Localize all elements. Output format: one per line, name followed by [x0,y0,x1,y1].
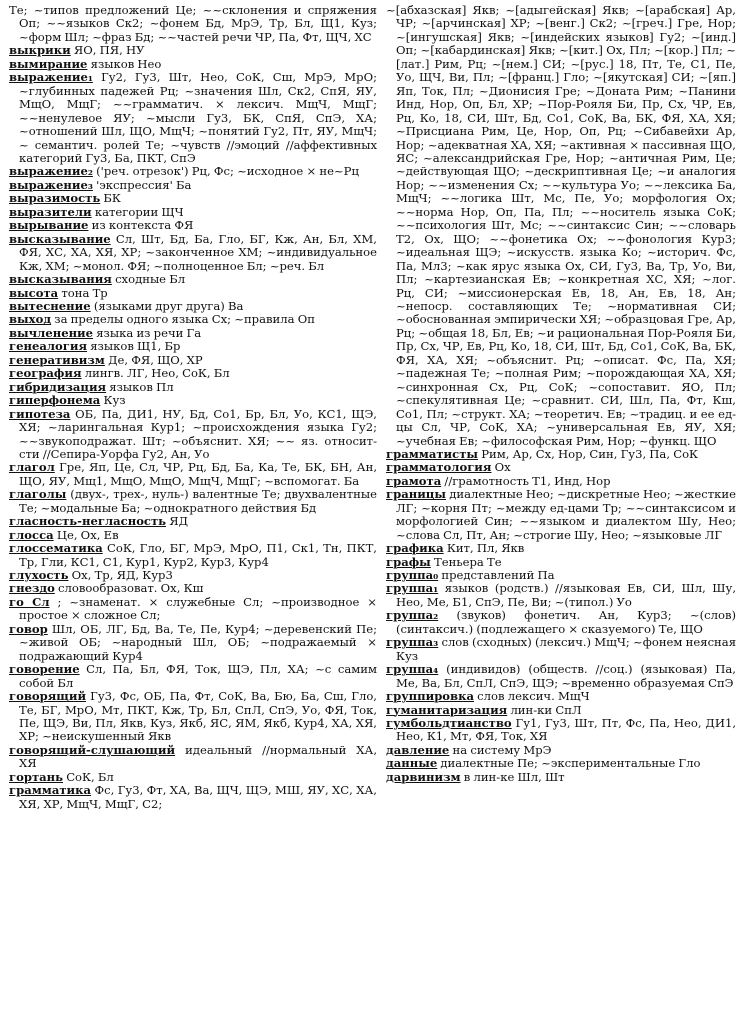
index-entry [9,596,377,623]
entry-references: языков Пл [109,379,174,394]
index-entry [9,784,377,811]
headword: вырывание [9,218,89,233]
left-column [9,4,377,1014]
entry-references: тона Тр [61,285,108,300]
index-entry [9,394,377,407]
entry-references: БК [103,191,121,206]
index-entry [9,623,377,663]
entry-references: Гу1, Гу3, Шт, Пт, Фс, Па, Нео, ДИ1, Нео, К1, Мт, ФЯ, Ток, ХЯ [396,716,736,744]
headword: группировка [386,689,474,704]
entry-references: Ох, Тр, ЯД, Кур3 [71,568,173,583]
headword: говорящий-слушающий [9,742,176,757]
index-entry [386,771,736,784]
headword: глагол [9,460,55,475]
entry-references: языка из речи Га [96,325,202,340]
entry-references: языков Нео [90,56,162,71]
entry-references: лин-ки СпЛ [510,702,582,717]
index-entry [386,542,736,555]
headword: выражение₁ [9,70,93,85]
headword: география [9,366,82,381]
index-entry [9,4,377,44]
entry-references: 'экспрессия' Ба [96,177,192,192]
entry-references: (индивидов) (обществ. //соц.) (языковая) Па, Ме, Ва, Бл, СпЛ, СпЭ, ЩЭ; ~временно образуемая СпЭ [396,662,736,690]
headword: генеративизм [9,352,105,367]
headword: границы [386,487,446,502]
entry-references: Рим, Ар, Сх, Нор, Син, Гу3, Па, СоК [481,446,699,461]
headword: данные [386,756,438,771]
entry-references: ('реч. отрезок') Рц, Фс; ~исходное × не~Рц [96,164,359,179]
headword: глаголы [9,487,67,502]
index-entry [9,529,377,542]
headword: говор [9,621,48,636]
headword: грамматисты [386,446,479,461]
entry-references: на систему МрЭ [452,742,552,757]
headword: грамота [386,473,442,488]
headword: говорящий [9,689,87,704]
index-entry [9,287,377,300]
headword: выразимость [9,191,101,206]
index-entry [9,313,377,326]
headword: высказывание [9,231,111,246]
index-entry [9,273,377,286]
entry-references: ~[абхазская] Якв; ~[адыгейская] Якв; ~[арабская] Ар, ЧР; ~[арчинская] ХР; ~[венг.] Ск2; ~[греч.] Гре, Нор; ~[ингушская] Якв; ~[индейских языков] Гу2; ~[инд.] Оп; ~[кабардинская] Якв; ~[кит.] Ох, Пл; ~[кор.] Пл; ~[лат.] Рим, Рц; ~[нем.] СИ; ~[рус.] 18, Пт, Те, С1, Пе, Уо, ЩЧ, Ви, Пл; ~[франц.] Гло; ~[якутская] СИ; ~[яп.] Яп, Ток, Пл; ~Дионисия Гре; ~Доната Рим; ~Панини Инд, Нор, Оп, Бл, ХР; ~Пор-Рояля Би, Пр, Сх, ЧР, Ев, Рц, Ко, 18, СИ, Шт, Бд, Со1, СоК, Ва, БК, ФЯ, ХА, ХЯ; ~Присциана Рим, Це, Нор, Оп, Рц; ~Сибавейхи Ар, Нор; ~адекватная ХА, ХЯ; ~активная × пассивная ЩО, ЯС; ~александрийская Гре, Нор; ~античная Рим, Це; ~действующая ЩО; ~дескриптивная Це; ~и аналогия Нор; ~~изменения Сх; ~~культура Уо; ~~лексика Ба, МщЧ; ~~логика Шт, Мс, Пе, Уо; морфология Ох; ~~норма Нор, Оп, Па, Пл; ~~носитель языка СоК; ~~психология Шт, Мс; ~~синтаксис Син; ~~словарь Т2, Ох, ЩО; ~~фонетика Ох; ~~фонология Кур3; ~идеальная ЩЭ; ~искусств. языка Ко; ~историч. Фс, Па, Мл3; ~как ярус языка Ох, СИ, Гу3, Ва, Тр, Уо, Ви, Пл; ~картезианская Ев; ~конкретная ХС, ХЯ; ~лог. Рц, СИ; ~миссионерская Ев, 18, Ан, Ев, 18, Ан; ~непоср. составляющих Те; ~нормативная СИ; ~обоснованная эмпирически ХЯ; ~образцовая Гре, Ар, Рц; ~общая 18, Бл, Ев; ~и рациональная Пор-Рояля Би, Пр, Сх, ЧР, Ев, Рц, Ко, 18, СИ, Шт, Бд, Со1, СоК, Ва, БК, ФЯ, ХА, ХЯ; ~объяснит. Рц; ~описат. Фс, Па, ХЯ; ~падежная Те; ~полная Рим; ~порождающая ХА, ХЯ; ~синхронная Сх, Рц, СоК; ~сопоставит. ЯО, Пл; ~спекулятивная Це; ~сравнит. СИ, Шл, Па, Фт, Кш, Со1, Пл; ~структ. ХА; ~теоретич. Ев; ~традиц. и ее ед-цы Сл, ЧР, СоК, ХА; ~универсальная Ев, ЯУ, ХЯ; ~учебная Ев; ~философская Рим, Нор; ~функц. ЩО [386,4,736,448]
headword: выражение₃ [9,177,93,192]
entry-references: Шл, ОБ, ЛГ, Бд, Ва, Те, Пе, Кур4; ~деревенский Пе; ~живой ОБ; ~народный Шл, ОБ; ~подражаемый × подражающий Кур4 [19,621,377,663]
index-entry [9,58,377,71]
entry-references: Гре, Яп, Це, Сл, ЧР, Рц, Бд, Ба, Ка, Те, БК, БН, Ан, ЩО, ЯУ, Мщ1, МщО, МщО, МщЧ, МщГ; ~вспомогат. Ба [19,460,377,488]
headword: глоссематика [9,541,103,556]
index-entry [386,704,736,717]
right-column [386,4,736,1014]
entry-references: за пределы одного языка Сх; ~правила Оп [54,312,315,327]
index-entry [9,542,377,569]
index-entry [9,690,377,744]
index-entry [9,206,377,219]
entry-references: Те; ~типов предложений Це; ~~склонения и спряжения Оп; ~~языков Ск2; ~фонем Бд, МрЭ, Тр, Бл, Щ1, Куз; ~форм Шл; ~фраз Бд; ~~частей речи ЧР, Па, Фт, ЩЧ, ХС [9,4,377,44]
entry-references: языков (родств.) //языковая Ев, СИ, Шл, Шу, Нео, Ме, Б1, СпЭ, Пе, Ви; ~(типол.) Уо [396,581,736,609]
index-entry [9,381,377,394]
index-entry [386,582,736,609]
index-entry [9,71,377,165]
headword: глухость [9,568,69,583]
entry-references: Сл, Па, Бл, ФЯ, Ток, ЩЭ, Пл, ХА; ~с самим собой Бл [19,662,377,690]
index-entry [9,340,377,353]
headword: вычленение [9,325,94,340]
headword: вымирание [9,56,88,71]
entry-references: ЯД [169,514,189,529]
headword: гибридизация [9,379,107,394]
entry-references: (двух-, трех-, нуль-) валентные Те; двухвалентные Те; ~модальные Ба; ~однократного действия Бд [19,487,377,515]
index-entry [9,165,377,178]
entry-references: Кит, Пл, Якв [446,541,525,556]
headword: давление [386,742,450,757]
headword: глосса [9,527,54,542]
headword: гортань [9,769,63,784]
entry-references: диалектные Нео; ~дискретные Нео; ~жесткие ЛГ; ~корня Пт; ~между ед-цами Тр; ~~синтаксисом и морфологией Син; ~~языком и диалектом Шу, Нео; ~слова Сл, Пт, Ан; ~строгие Шу, Нео; ~языковые ЛГ [396,487,736,542]
index-entry [9,569,377,582]
headword: говорение [9,662,80,677]
entry-references: сходные Бл [115,272,186,287]
headword: выразители [9,204,92,219]
index-entry [386,744,736,757]
headword: гласность-негласность [9,514,167,529]
entry-references: слов (сходных) (лексич.) МщЧ; ~фонем неясная Куз [396,635,736,663]
index-entry [386,663,736,690]
headword: группа₁ [386,581,439,596]
index-entry [386,488,736,542]
index-entry [9,354,377,367]
index-entry [9,327,377,340]
entry-references: Це, Ох, Ев [56,527,119,542]
headword: грамматика [9,783,92,798]
entry-references: (звуков) фонетич. Ан, Кур3; ~(слов) (синтаксич.) (подлежащего × сказуемого) Те, ЩО [396,608,736,636]
entry-references: Гу2, Гу3, Шт, Нео, СоК, Сш, МрЭ, МрО; ~глубинных падежей Рц; ~значения Шл, Ск2, СпЯ, ЯУ, МщО, МщГ; ~~грамматич. × лексич. МщЧ, МщГ; ~~ненулевое ЯУ; ~мысли Гу3, БК, СпЯ, СпЭ, ХА; ~отношений Шл, ЩО, МщЧ; ~понятий Гу2, Пт, ЯУ, МщЧ; ~ семантич. ролей Те; ~чувств //эмоций //аффективных категорий Гу3, Ба, ПКТ, СпЭ [19,70,377,165]
entry-references: ; ~знаменат. × служебные Сл; ~производное × простое × сложное Сл; [19,594,377,623]
index-entry [9,408,377,462]
headword: гиперфонема [9,393,101,408]
headword: гумбольдтианство [386,716,512,731]
index-entry [9,192,377,205]
index-entry [9,771,377,784]
index-entry [9,233,377,273]
headword: высказывания [9,272,112,287]
index-entry [386,569,736,582]
entry-references: Ох [494,460,511,475]
entry-references: диалектные Пе; ~экспериментальные Гло [440,756,701,771]
index-entry [386,609,736,636]
headword: высота [9,285,59,300]
index-entry [386,690,736,703]
index-entry [9,663,377,690]
entry-references: (языками друг друга) Ва [93,298,244,313]
index-entry [9,488,377,515]
entry-references: в лин-ке Шл, Шт [463,769,565,784]
headword: дарвинизм [386,769,461,784]
entry-references: ОБ, Па, ДИ1, НУ, Бд, Со1, Бр, Бл, Уо, КС1, ЩЭ, ХЯ; ~ларингальная Кур1; ~происхождения языка Гу2; ~~звукоподражат. Шт; ~объяснит. ХЯ; ~~ яз. относит-сти //Сепира-Уорфа Гу2, Ан, Уо [19,406,377,461]
headword: гуманитаризация [386,702,508,717]
entry-references: слов лексич. МщЧ [477,689,590,704]
headword: группа₂ [386,608,439,623]
index-entry [9,744,377,771]
entry-references: Де, ФЯ, ЩО, ХР [108,352,203,367]
index-entry [386,717,736,744]
headword: выражение₂ [9,164,93,179]
entry-references: //грамотность Т1, Инд, Нор [444,473,611,488]
headword: грамматология [386,460,492,475]
headword: графы [386,554,431,569]
index-entry [386,757,736,770]
headword: группа₄ [386,662,439,677]
index-entry [9,300,377,313]
entry-references: представлений Па [441,568,555,583]
headword: группа₀ [386,568,439,583]
entry-references: Фс, Гу3, Фт, ХА, Ва, ЩЧ, ЩЭ, МШ, ЯУ, ХС, ХА, ХЯ, ХР, МщЧ, МщГ, С2; [19,783,377,811]
index-entry [9,515,377,528]
index-entry [386,636,736,663]
index-entry [386,448,736,461]
entry-references: языков Щ1, Бр [90,339,181,354]
headword: группа₃ [386,635,439,650]
headword: выкрики [9,43,71,58]
headword: выход [9,312,52,327]
index-entry [9,461,377,488]
entry-references: из контекста ФЯ [91,218,194,233]
index-entry [386,461,736,474]
entry-references: лингв. ЛГ, Нео, СоК, Бл [84,366,230,381]
entry-references: СоК, Бл [66,769,114,784]
entry-references: СоК, Гло, БГ, МрЭ, МрО, П1, Ск1, Тн, ПКТ, Тр, Гли, КС1, С1, Кур1, Кур2, Кур3, Кур4 [19,541,377,569]
entry-references: Сл, Шт, Бд, Ба, Гло, БГ, Кж, Ан, Бл, ХМ, ФЯ, ХС, ХА, ХЯ, ХР; ~законченное ХМ; ~индивидуальное Кж, ХМ; ~монол. ФЯ; ~полноценное Бл; ~реч. Бл [19,231,377,273]
headword: гипотеза [9,406,71,421]
entry-references: Теньера Те [434,554,502,569]
entry-references: словообразоват. Ох, Кш [58,581,204,596]
headword: гнездо [9,581,55,596]
headword: вытеснение [9,298,91,313]
entry-references: ЯО, ПЯ, НУ [73,43,145,58]
index-entry [9,219,377,232]
headword: го Сл [9,594,50,609]
headword: генеалогия [9,339,88,354]
index-entry [9,582,377,595]
index-entry [386,4,736,448]
entry-references: Гу3, Фс, ОБ, Па, Фт, СоК, Ва, Бю, Ба, Сш, Гло, Те, БГ, МрО, Мт, ПКТ, Кж, Тр, Бл, СпЛ, СпЭ, Уо, ФЯ, Ток, Пе, ЩЭ, Ви, Пл, Якв, Куз, Якб, ЯС, ЯМ, Якб, Кур4, ХА, ХЯ, ХР; ~неискушенный Якв [19,689,377,744]
index-entry [9,179,377,192]
headword: графика [386,541,444,556]
entry-references: Куз [103,393,126,408]
index-entry [386,556,736,569]
index-entry [9,367,377,380]
entry-references: идеальный //нормальный ХА, ХЯ [19,742,377,771]
entry-references: категории ЩЧ [94,204,184,219]
index-entry [386,475,736,488]
index-entry [9,44,377,57]
